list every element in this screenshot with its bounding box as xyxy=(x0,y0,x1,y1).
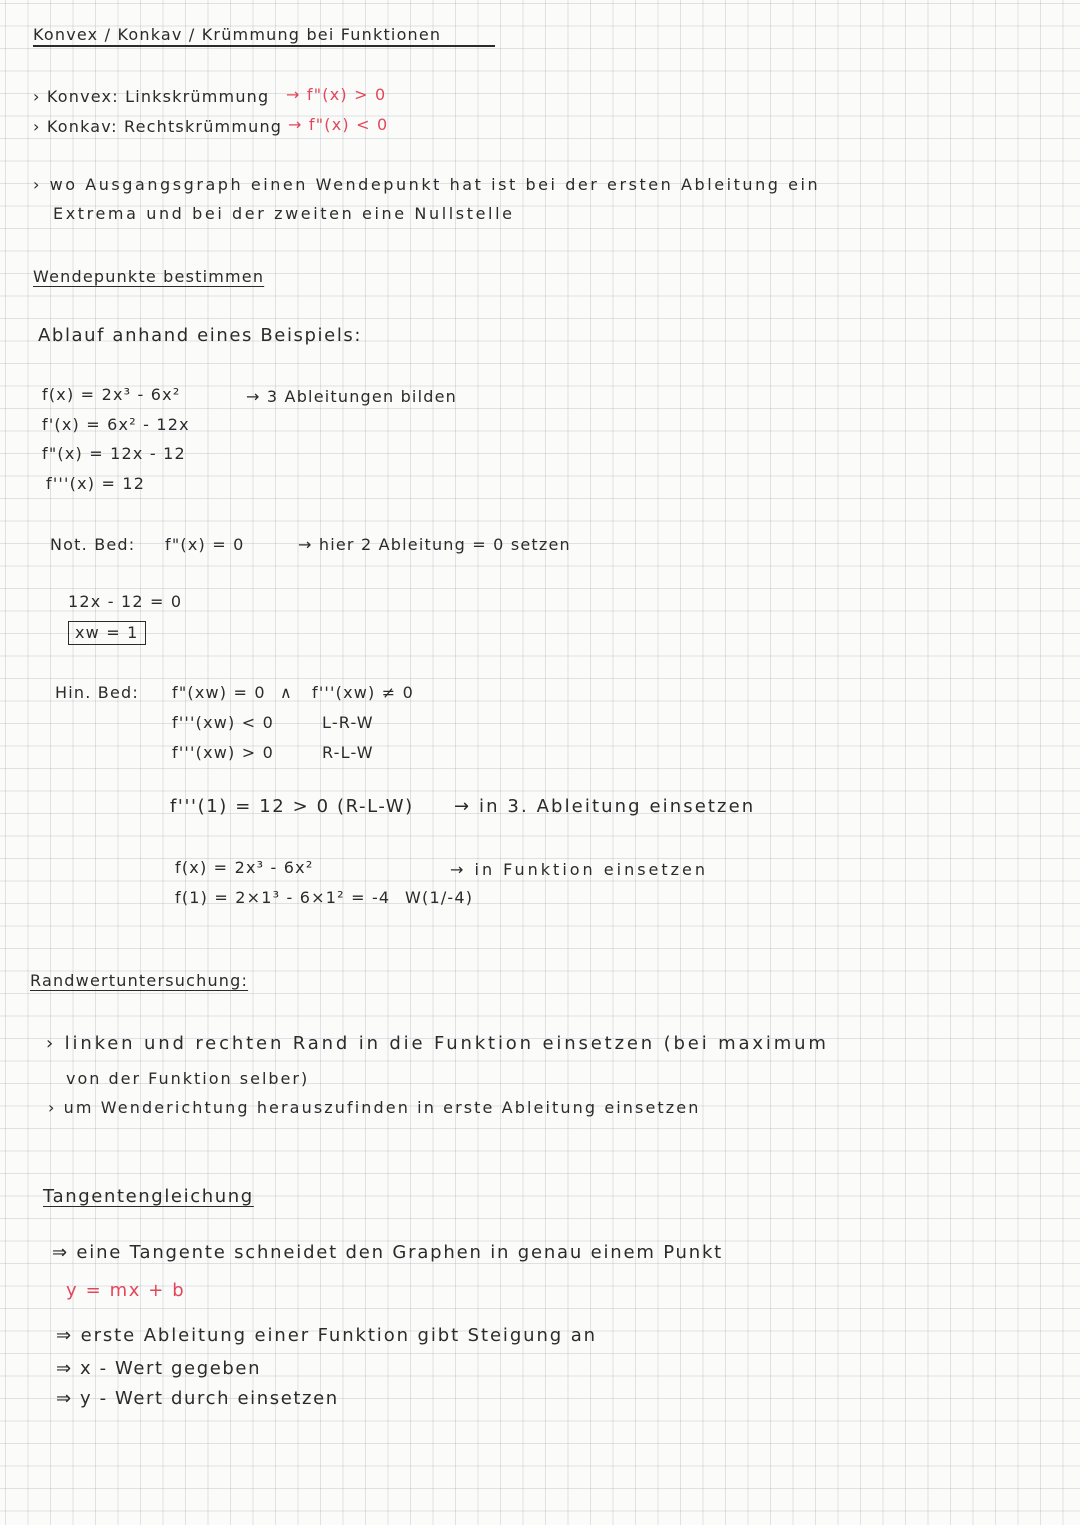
concave-condition: → f"(x) < 0 xyxy=(288,115,389,134)
convex-condition: → f"(x) > 0 xyxy=(286,85,387,104)
wendepunkte-heading: Wendepunkte bestimmen xyxy=(33,267,265,286)
rand-line-2: von der Funktion selber) xyxy=(66,1069,310,1088)
rand-line-3: › um Wenderichtung herauszufinden in erste Ableitung einsetzen xyxy=(48,1098,701,1117)
tangente-line-1: ⇒ eine Tangente schneidet den Graphen in genau einem Punkt xyxy=(52,1242,724,1263)
tangente-line-2: ⇒ erste Ableitung einer Funktion gibt Steigung an xyxy=(56,1325,597,1346)
derivatives-note: → 3 Ableitungen bilden xyxy=(246,387,457,406)
rand-line-1: › linken und rechten Rand in die Funktion einsetzen (bei maximum xyxy=(46,1033,829,1054)
hin-cond-2a: f'''(xw) < 0 xyxy=(172,713,275,732)
not-bed-note: → hier 2 Ableitung = 0 setzen xyxy=(298,535,571,554)
hin-cond-3a: f'''(xw) > 0 xyxy=(172,743,275,762)
third-derivative-note: → in 3. Ableitung einsetzen xyxy=(454,796,756,817)
not-bed-label: Not. Bed: xyxy=(50,535,136,554)
not-bed-condition: f"(x) = 0 xyxy=(165,535,245,554)
tangente-line-3: ⇒ x - Wert gegeben xyxy=(56,1358,262,1379)
function-value: f(1) = 2×1³ - 6×1² = -4 xyxy=(175,888,391,907)
note-line-1: › wo Ausgangsgraph einen Wendepunkt hat ist bei der ersten Ableitung ein xyxy=(33,175,821,194)
tangente-heading: Tangentengleichung xyxy=(43,1186,254,1207)
convex-label: › Konvex: Linkskrümmung xyxy=(33,87,270,106)
page-title: Konvex / Konkav / Krümmung bei Funktionen xyxy=(33,25,442,44)
hin-cond-3b: R-L-W xyxy=(322,743,374,762)
function-f2: f"(x) = 12x - 12 xyxy=(42,444,186,463)
tangente-formula: y = mx + b xyxy=(66,1280,186,1301)
wendepunkte-intro: Ablauf anhand eines Beispiels: xyxy=(38,325,363,346)
concave-label: › Konkav: Rechtskrümmung xyxy=(33,117,283,136)
function-note: → in Funktion einsetzen xyxy=(450,860,709,879)
hin-cond-1c: f'''(xw) ≠ 0 xyxy=(312,683,415,702)
hin-bed-label: Hin. Bed: xyxy=(55,683,139,702)
rand-heading: Randwertuntersuchung: xyxy=(30,971,249,990)
function-f3: f'''(x) = 12 xyxy=(46,474,146,493)
wendepunkt-result: W(1/-4) xyxy=(405,888,474,907)
hin-cond-2b: L-R-W xyxy=(322,713,374,732)
hin-cond-1a: f"(xw) = 0 xyxy=(172,683,266,702)
xw-result: xw = 1 xyxy=(68,621,146,645)
function-f: f(x) = 2x³ - 6x² xyxy=(42,385,181,404)
equation: 12x - 12 = 0 xyxy=(68,592,183,611)
hin-cond-1b: ∧ xyxy=(280,683,293,702)
function-repeat: f(x) = 2x³ - 6x² xyxy=(175,858,314,877)
note-line-2: Extrema und bei der zweiten eine Nullstelle xyxy=(53,204,515,223)
third-derivative-check: f'''(1) = 12 > 0 (R-L-W) xyxy=(170,796,414,817)
title-underline xyxy=(33,45,495,47)
tangente-line-4: ⇒ y - Wert durch einsetzen xyxy=(56,1388,339,1409)
function-f1: f'(x) = 6x² - 12x xyxy=(42,415,190,434)
